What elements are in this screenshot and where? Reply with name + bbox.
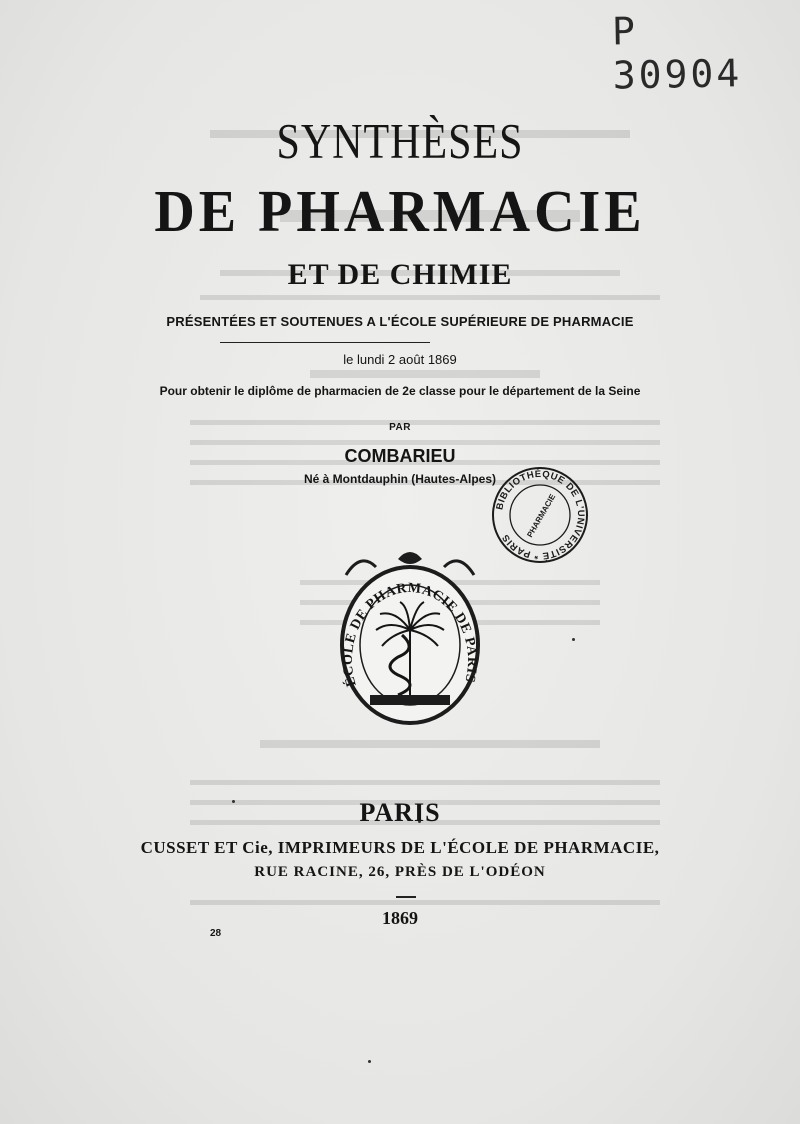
short-rule — [396, 896, 416, 898]
degree-purpose: Pour obtenir le diplôme de pharmacien de 2e classe pour le département de la Seine — [159, 384, 641, 398]
ink-speck — [368, 1060, 371, 1063]
defense-date: le lundi 2 août 1869 — [343, 352, 457, 367]
title-line-3: ET DE CHIMIE — [287, 258, 513, 291]
imprint-address: RUE RACINE, 26, PRÈS DE L'ODÉON — [254, 864, 546, 880]
stamp-center-text: PHARMACIE — [525, 492, 558, 539]
divider-rule — [220, 342, 430, 343]
presented-line: PRÉSENTÉES ET SOUTENUES A L'ÉCOLE SUPÉRIEURE DE PHARMACIE — [166, 314, 634, 329]
imprint-printer: CUSSET ET Cie, IMPRIMEURS DE L'ÉCOLE DE PHARMACIE, — [140, 838, 660, 857]
seal-ring-text: ÉCOLE DE PHARMACIE DE PARIS — [340, 580, 480, 689]
library-stamp — [490, 465, 590, 565]
author-name: COMBARIEU — [344, 446, 456, 466]
ink-speck — [572, 638, 575, 641]
imprint-city: PARIS — [359, 798, 441, 827]
par-label: PAR — [389, 422, 411, 433]
title-line-1: SYNTHÈSES — [276, 114, 524, 170]
shelfmark-handwritten: P 30904 — [611, 9, 743, 98]
imprint-year: 1869 — [382, 908, 418, 928]
author-birthplace: Né à Montdauphin (Hautes-Alpes) — [303, 472, 496, 486]
sheet-number: 28 — [210, 928, 222, 939]
title-line-2: DE PHARMACIE — [154, 179, 646, 245]
stamp-ring-text: BIBLIOTHÈQUE DE L'UNIVERSITÉ * PARIS — [494, 468, 587, 562]
school-seal — [336, 545, 484, 725]
